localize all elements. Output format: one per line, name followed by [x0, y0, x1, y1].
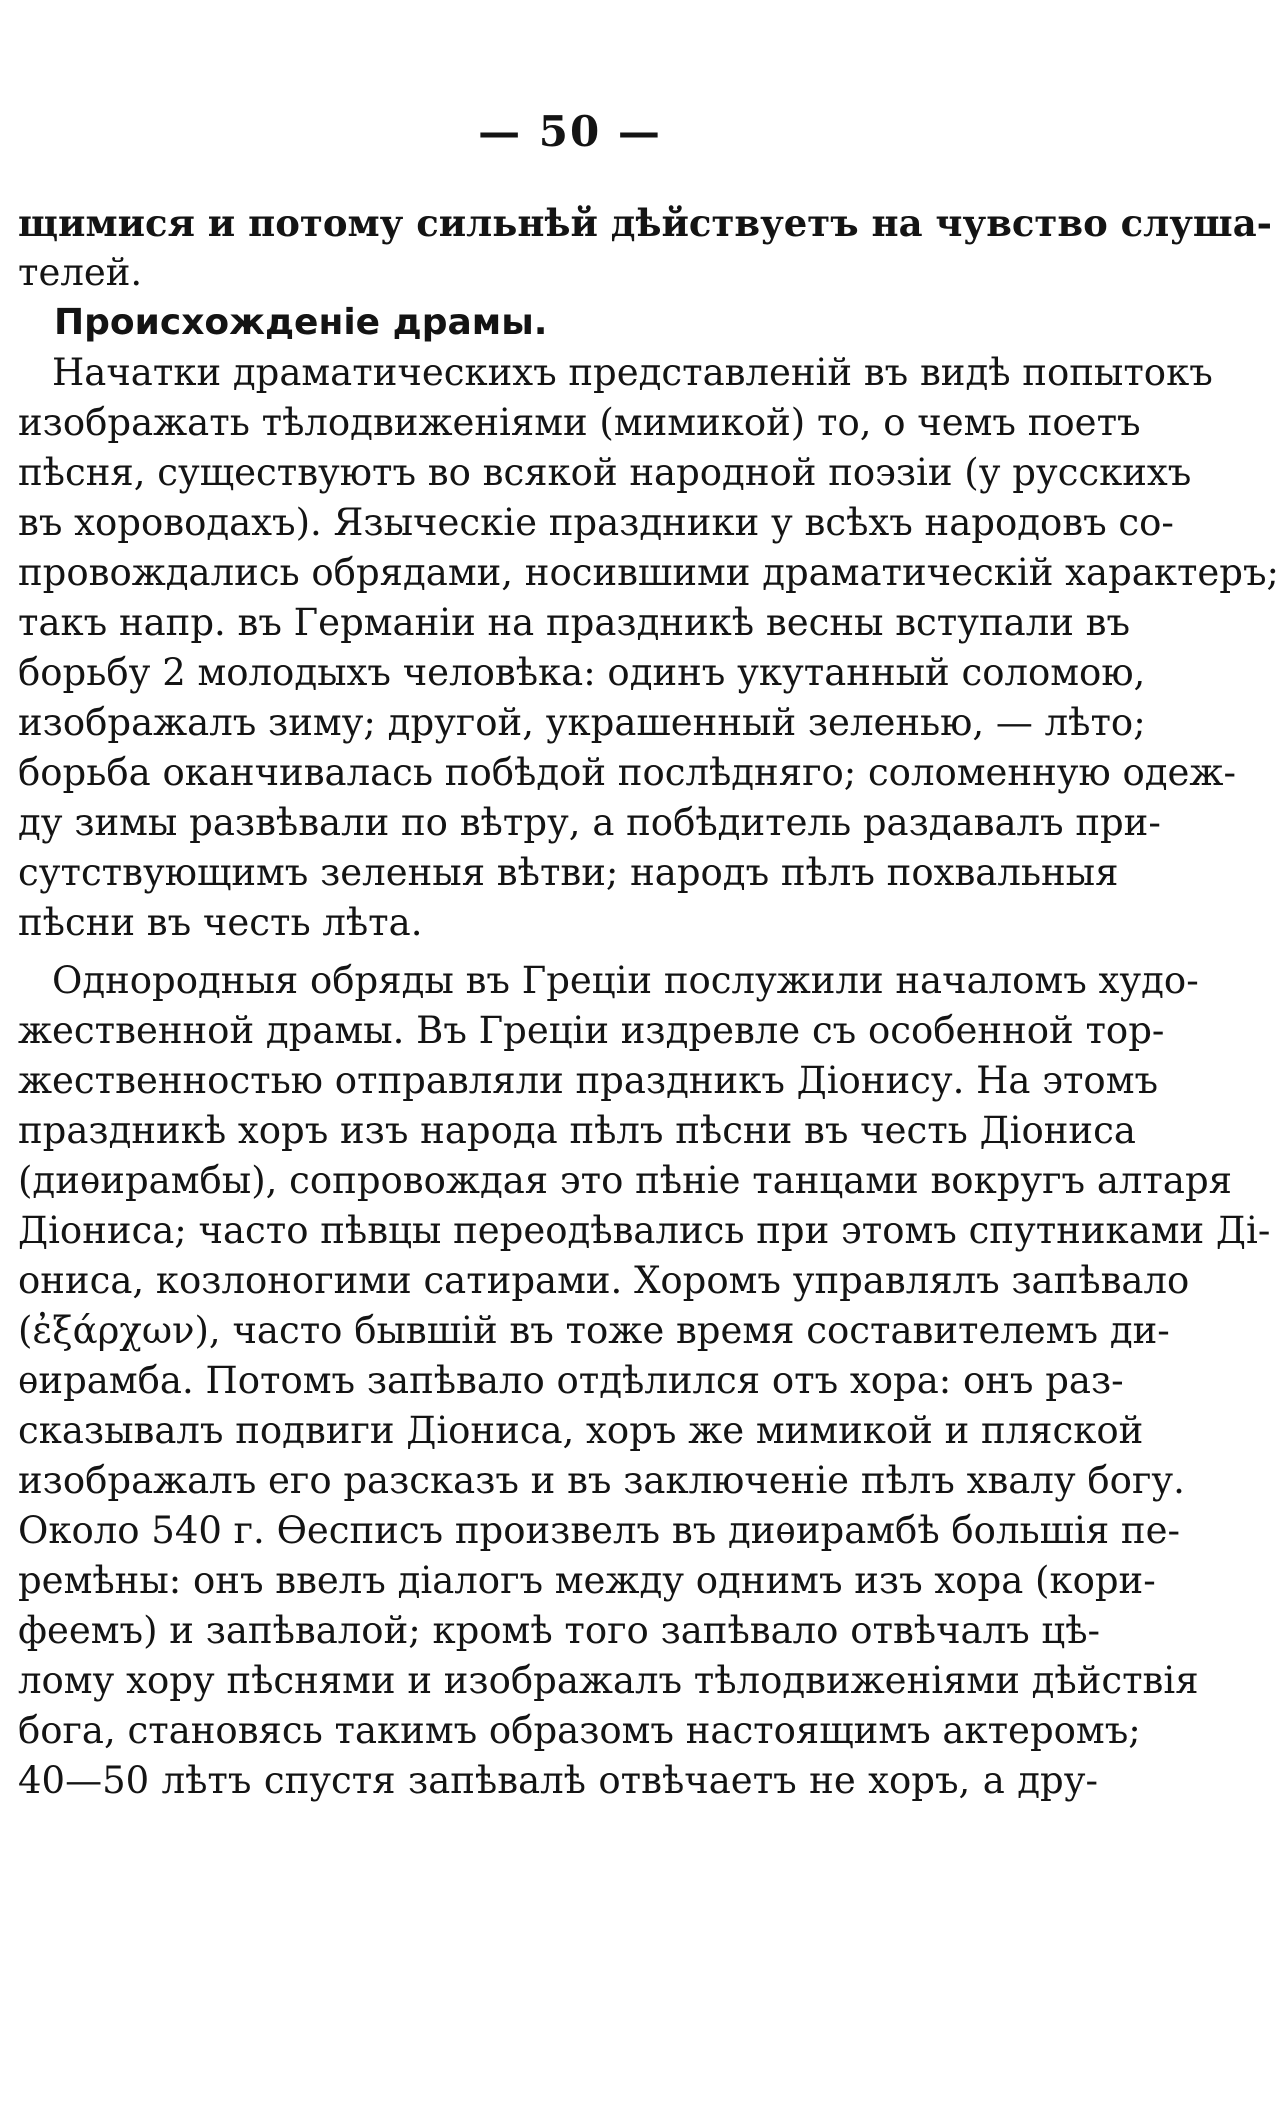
- text-line: жественной драмы. Въ Греціи издревле съ особенной тор-: [18, 1009, 1165, 1052]
- text-line: сутствующимъ зеленыя вѣтви; народъ пѣлъ похвальныя: [18, 851, 1119, 894]
- text-line: провождались обрядами, носившими драматическій характеръ;: [18, 551, 1279, 594]
- text-line: Начатки драматическихъ представленій въ видѣ попытокъ: [52, 351, 1213, 394]
- text-line: такъ напр. въ Германіи на праздникѣ весны вступали въ: [18, 601, 1131, 644]
- text-line: ремѣны: онъ ввелъ діалогъ между однимъ изъ хора (кори-: [18, 1559, 1156, 1602]
- text-line: изображать тѣлодвиженіями (мимикой) то, о чемъ поетъ: [18, 401, 1141, 444]
- text-line: въ хороводахъ). Языческіе праздники у всѣхъ народовъ со-: [18, 501, 1174, 544]
- text-line: борьбу 2 молодыхъ человѣка: одинъ укутанный соломою,: [18, 651, 1146, 694]
- text-line: изображалъ его разсказъ и въ заключеніе пѣлъ хвалу богу.: [18, 1459, 1185, 1502]
- text-line: 40—50 лѣтъ спустя запѣвалѣ отвѣчаетъ не хоръ, а дру-: [18, 1759, 1098, 1802]
- text-line: бога, становясь такимъ образомъ настоящимъ актеромъ;: [18, 1709, 1141, 1752]
- text-line: лому хору пѣснями и изображалъ тѣлодвиженіями дѣйствія: [18, 1659, 1199, 1702]
- text-line: телей.: [18, 251, 143, 294]
- text-line: ду зимы развѣвали по вѣтру, а побѣдитель раздавалъ при-: [18, 801, 1161, 844]
- text-line: праздникѣ хоръ изъ народа пѣлъ пѣсни въ честь Діониса: [18, 1109, 1136, 1152]
- text-line: ониса, козлоногими сатирами. Хоромъ управлялъ запѣвало: [18, 1259, 1190, 1302]
- text-line: (ἐξάρχων), часто бывшій въ тоже время составителемъ ди-: [18, 1309, 1170, 1352]
- text-line: борьба оканчивалась побѣдой послѣдняго; соломенную одеж-: [18, 751, 1236, 794]
- text-line: (диѳирамбы), сопровождая это пѣніе танцами вокругъ алтаря: [18, 1159, 1232, 1202]
- text-line: изображалъ зиму; другой, украшенный зеленью, — лѣто;: [18, 701, 1146, 744]
- section-heading: Происхожденіе драмы.: [54, 302, 548, 343]
- text-line: щимися и потому сильнѣй дѣйствуетъ на чувство слуша-: [18, 201, 1273, 245]
- paragraph-gap: [18, 948, 1098, 956]
- text-line: феемъ) и запѣвалой; кромѣ того запѣвало отвѣчалъ цѣ-: [18, 1609, 1101, 1652]
- text-line: пѣсня, существуютъ во всякой народной поэзіи (у русскихъ: [18, 451, 1192, 494]
- text-line: ѳирамба. Потомъ запѣвало отдѣлился отъ хора: онъ раз-: [18, 1359, 1124, 1402]
- page-number: — 50 —: [478, 107, 662, 156]
- text-line: Около 540 г. Ѳесписъ произвелъ въ диѳирамбѣ большія пе-: [18, 1509, 1180, 1552]
- text-line: пѣсни въ честь лѣта.: [18, 901, 423, 944]
- text-line: Однородныя обряды въ Греціи послужили началомъ худо-: [52, 959, 1199, 1002]
- text-line: жественностью отправляли праздникъ Діонису. На этомъ: [18, 1059, 1159, 1102]
- body-text: [18, 198, 1279, 1806]
- text-line: сказывалъ подвиги Діониса, хоръ же мимикой и пляской: [18, 1409, 1144, 1452]
- text-line: Діониса; часто пѣвцы переодѣвались при этомъ спутниками Ді-: [18, 1209, 1271, 1252]
